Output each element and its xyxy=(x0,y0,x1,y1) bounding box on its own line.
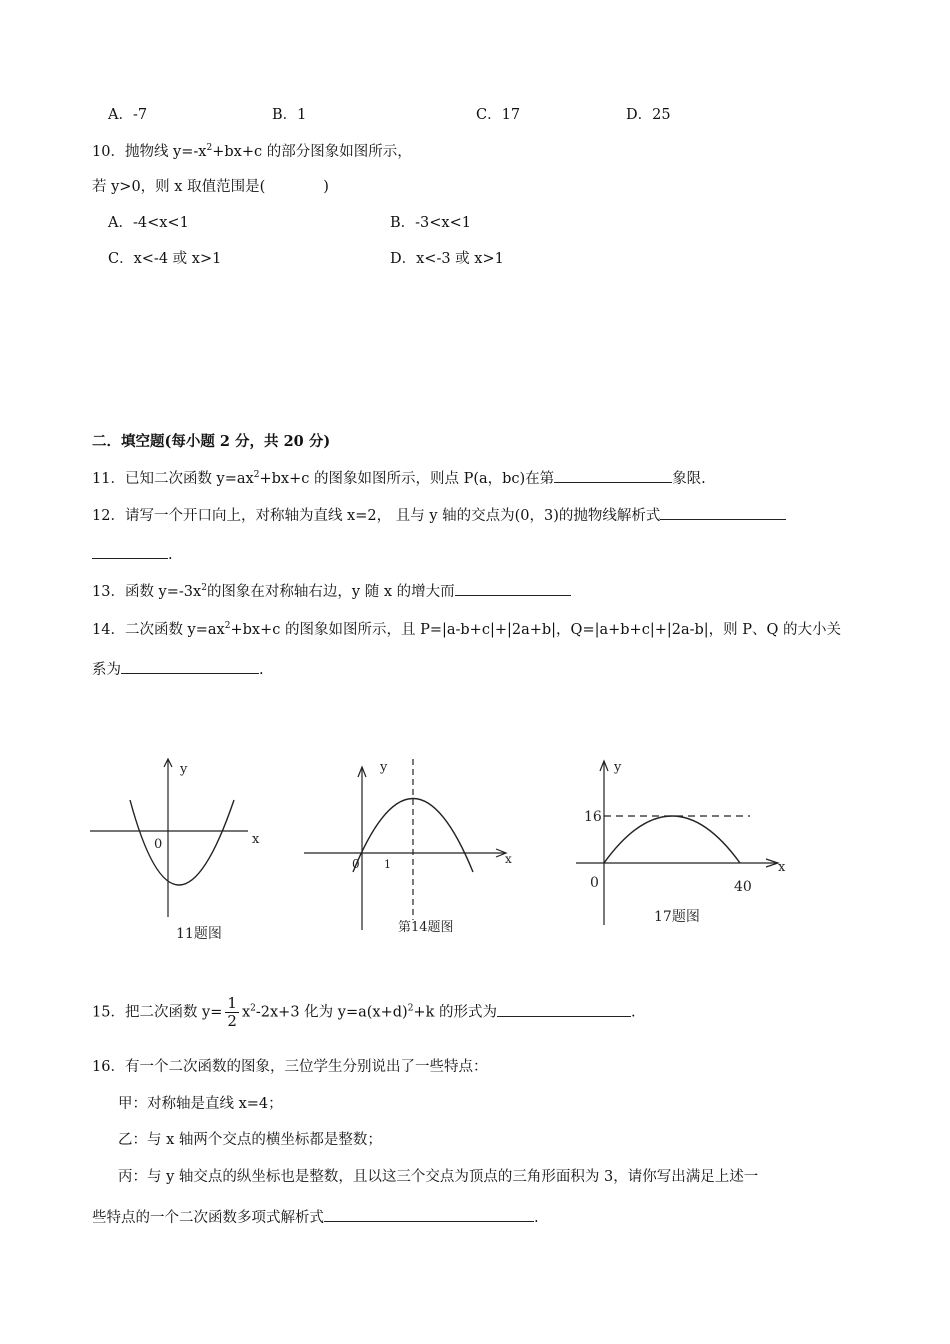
q9-option-d: D．25 xyxy=(626,107,671,123)
question-16-bing: 丙：与 y 轴交点的纵坐标也是整数，且以这三个交点为顶点的三角形面积为 3，请你写出满足上述一 xyxy=(118,1169,759,1185)
figure-11-x-label: x xyxy=(252,832,260,847)
q9-option-c: C．17 xyxy=(476,107,521,123)
figure-14-x-label: x xyxy=(505,852,512,866)
figure-17-y-label: y xyxy=(614,760,622,775)
figure-14 xyxy=(298,755,518,945)
figure-17-parabola xyxy=(604,816,740,863)
figure-17-x-label: x xyxy=(778,860,786,875)
figure-11-y-label: y xyxy=(180,762,188,777)
question-11: 11．已知二次函数 $y=ax^2+bx+c$ 的图象如图所示，则点 P(a，bc)在第 象限. xyxy=(92,470,706,487)
q10-option-c: C．x<-4 或 x>1 xyxy=(108,251,222,267)
q13-answer-blank[interactable] xyxy=(455,581,571,596)
figure-11-caption: 11题图 xyxy=(176,926,222,942)
question-14-cont: 系为 . xyxy=(92,658,264,679)
question-16: 16．有一个二次函数的图象，三位学生分别说出了一些特点： xyxy=(92,1059,488,1075)
figure-14-axes xyxy=(304,767,506,930)
figure-17-max-label: 16 xyxy=(584,809,602,825)
figure-11 xyxy=(88,755,278,945)
section-title: 二．填空题(每小题 2 分，共 20 分) xyxy=(92,433,331,450)
question-10: 10．抛物线 $y=-x^2+bx+c$ 的部分图象如图所示， xyxy=(92,143,412,160)
figure-17-caption: 17题图 xyxy=(654,909,700,925)
q10-option-b: B．-3<x<1 xyxy=(390,215,471,231)
q10-option-d: D．x<-3 或 x>1 xyxy=(390,251,504,267)
fraction-one-half: $\frac{1}{2}$ xyxy=(227,994,237,1030)
question-13: 13．函数 $y=-3x^2$的图象在对称轴右边，y 随 x 的增大而 xyxy=(92,580,571,601)
q12-answer-blank-cont[interactable] xyxy=(92,544,168,559)
figure-14-origin-label: 0 xyxy=(352,857,360,871)
q16-answer-blank[interactable] xyxy=(324,1207,534,1222)
question-15: 15．把二次函数 y= $\frac{1}{2}$ $x^2-2x+3$ 化为 $y=a(x+d)^2+k$ 的形式为 . xyxy=(92,994,636,1030)
figure-11-axes xyxy=(90,759,248,917)
q10-option-a: A．-4<x<1 xyxy=(108,215,189,231)
figure-14-tick-label: 1 xyxy=(384,858,391,871)
question-14: 14．二次函数 $y=ax^2+bx+c$ 的图象如图所示，且 P=|a-b+c|+|2a+b|，Q=|a+b+c|+|2a-b|，则 P、Q 的大小关 xyxy=(92,621,842,638)
q12-answer-blank[interactable] xyxy=(660,505,786,520)
question-12: 12．请写一个开口向上，对称轴为直线 x=2， 且与 y 轴的交点为(0，3)的抛物线解析式 xyxy=(92,504,786,525)
q9-option-b: B．1 xyxy=(272,107,307,123)
q11-answer-blank[interactable] xyxy=(554,468,672,483)
question-16-yi: 乙：与 x 轴两个交点的横坐标都是整数； xyxy=(118,1132,382,1148)
figure-17-root-label: 40 xyxy=(734,879,752,895)
figure-17-axes xyxy=(576,761,778,925)
q9-option-a: A．-7 xyxy=(108,107,148,123)
figure-17-origin-label: 0 xyxy=(590,875,599,891)
q14-answer-blank[interactable] xyxy=(121,659,259,674)
figure-11-parabola xyxy=(130,800,234,885)
figure-14-caption: 第14题图 xyxy=(398,920,454,935)
question-12-cont: . xyxy=(92,544,173,563)
figure-14-y-label: y xyxy=(380,760,388,775)
question-16-last: 些特点的一个二次函数多项式解析式 . xyxy=(92,1206,539,1227)
question-10-prompt: 若 y>0，则 x 取值范围是( ) xyxy=(92,179,329,195)
q15-answer-blank[interactable] xyxy=(497,1002,631,1017)
question-16-jia: 甲：对称轴是直线 x=4； xyxy=(118,1096,283,1112)
figure-11-origin-label: 0 xyxy=(154,837,163,852)
figure-17 xyxy=(570,755,800,945)
